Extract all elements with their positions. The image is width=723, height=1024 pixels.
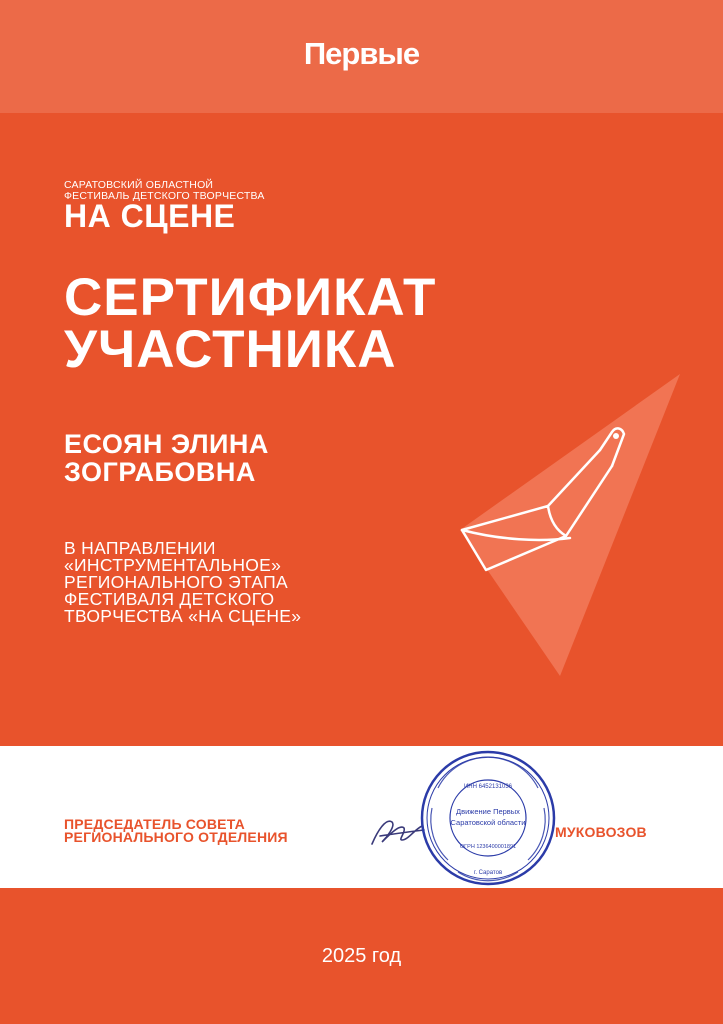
certificate-title	[64, 268, 437, 379]
direction-text	[64, 540, 301, 625]
recipient-name	[64, 430, 269, 486]
festival-name: НА СЦЕНЕ	[64, 198, 236, 234]
festival-subtitle-line2: ФЕСТИВАЛЬ ДЕТСКОГО ТВОРЧЕСТВА	[64, 190, 265, 202]
stamp-ogrn: ОГРН 1236400001891	[459, 844, 517, 850]
official-stamp	[418, 748, 558, 888]
brand-logo: Первые	[303, 36, 420, 71]
direction-line: ФЕСТИВАЛЯ ДЕТСКОГО	[64, 589, 275, 609]
festival-subtitle-line1: САРАТОВСКИЙ ОБЛАСТНОЙ	[64, 179, 214, 191]
stamp-center-line2: Саратовской области	[450, 818, 526, 827]
balalaika-arrow-graphic	[440, 370, 690, 690]
direction-line: ТВОРЧЕСТВА «НА СЦЕНЕ»	[64, 606, 302, 626]
stamp-inn: ИНН 6452131036	[463, 784, 513, 790]
direction-line: «ИНСТРУМЕНТАЛЬНОЕ»	[64, 555, 282, 575]
recipient-name-line2: ЗОГРАБОВНА	[64, 457, 256, 487]
certificate-title-line1: СЕРТИФИКАТ	[64, 268, 437, 327]
issue-year: 2025 год	[321, 945, 402, 967]
direction-line: В НАПРАВЛЕНИИ	[64, 538, 216, 558]
signatory-role	[64, 818, 288, 844]
signatory-name: МУКОВОЗОВ	[555, 824, 647, 840]
certificate-title-line2: УЧАСТНИКА	[64, 320, 397, 379]
signatory-role-line2: РЕГИОНАЛЬНОГО ОТДЕЛЕНИЯ	[64, 829, 288, 845]
stamp-city: г. Саратов	[473, 870, 503, 876]
direction-line: РЕГИОНАЛЬНОГО ЭТАПА	[64, 572, 289, 592]
signatory-role-line1: ПРЕДСЕДАТЕЛЬ СОВЕТА	[64, 816, 245, 832]
stamp-center-line1: Движение Первых	[456, 807, 520, 816]
recipient-name-line1: ЕСОЯН ЭЛИНА	[64, 429, 269, 459]
